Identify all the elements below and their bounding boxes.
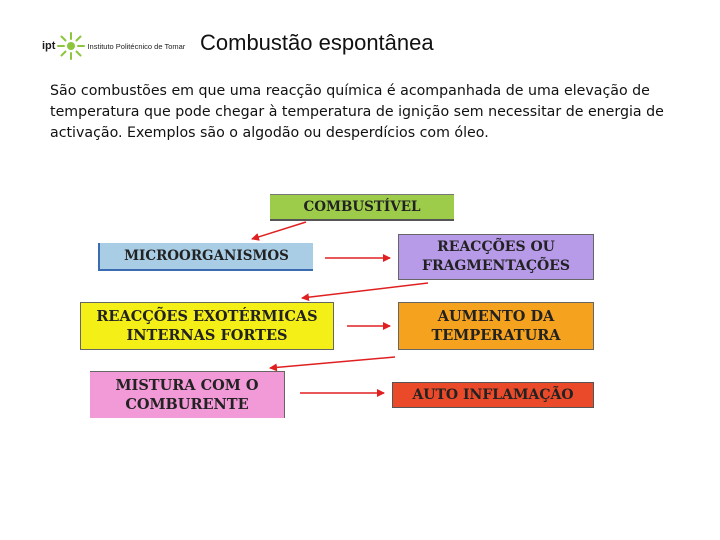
box-reaccoes: REACÇÕES OU FRAGMENTAÇÕES — [398, 234, 594, 280]
arrow-combustivel-to-micro — [252, 222, 306, 239]
box-aumento-temperatura: AUMENTO DA TEMPERATURA — [398, 302, 594, 350]
body-paragraph: São combustões em que uma reacção química é acompanhada de uma elevação de temperatura que pode chegar à temperatura de ignição sem necessitar de energia de activação. Exemplos são o algodão ou desperdícios com óleo. — [50, 83, 664, 141]
box-reaccoes-exotermicas: REACÇÕES EXOTÉRMICAS INTERNAS FORTES — [80, 302, 334, 350]
box-mistura-comburente: MISTURA COM O COMBURENTE — [90, 371, 285, 418]
arrow-reaccoes-to-exo — [302, 283, 428, 298]
box-microorganismos: MICROORGANISMOS — [98, 243, 313, 271]
logo-institution-name: Instituto Politécnico de Tomar — [87, 41, 186, 51]
box-auto-inflamacao: AUTO INFLAMAÇÃO — [392, 382, 594, 408]
box-combustivel: COMBUSTÍVEL — [270, 194, 454, 221]
page-title: Combustão espontânea — [200, 30, 434, 55]
arrow-aumento-to-mistura — [270, 357, 395, 368]
logo-short-text: ipt — [42, 40, 56, 52]
